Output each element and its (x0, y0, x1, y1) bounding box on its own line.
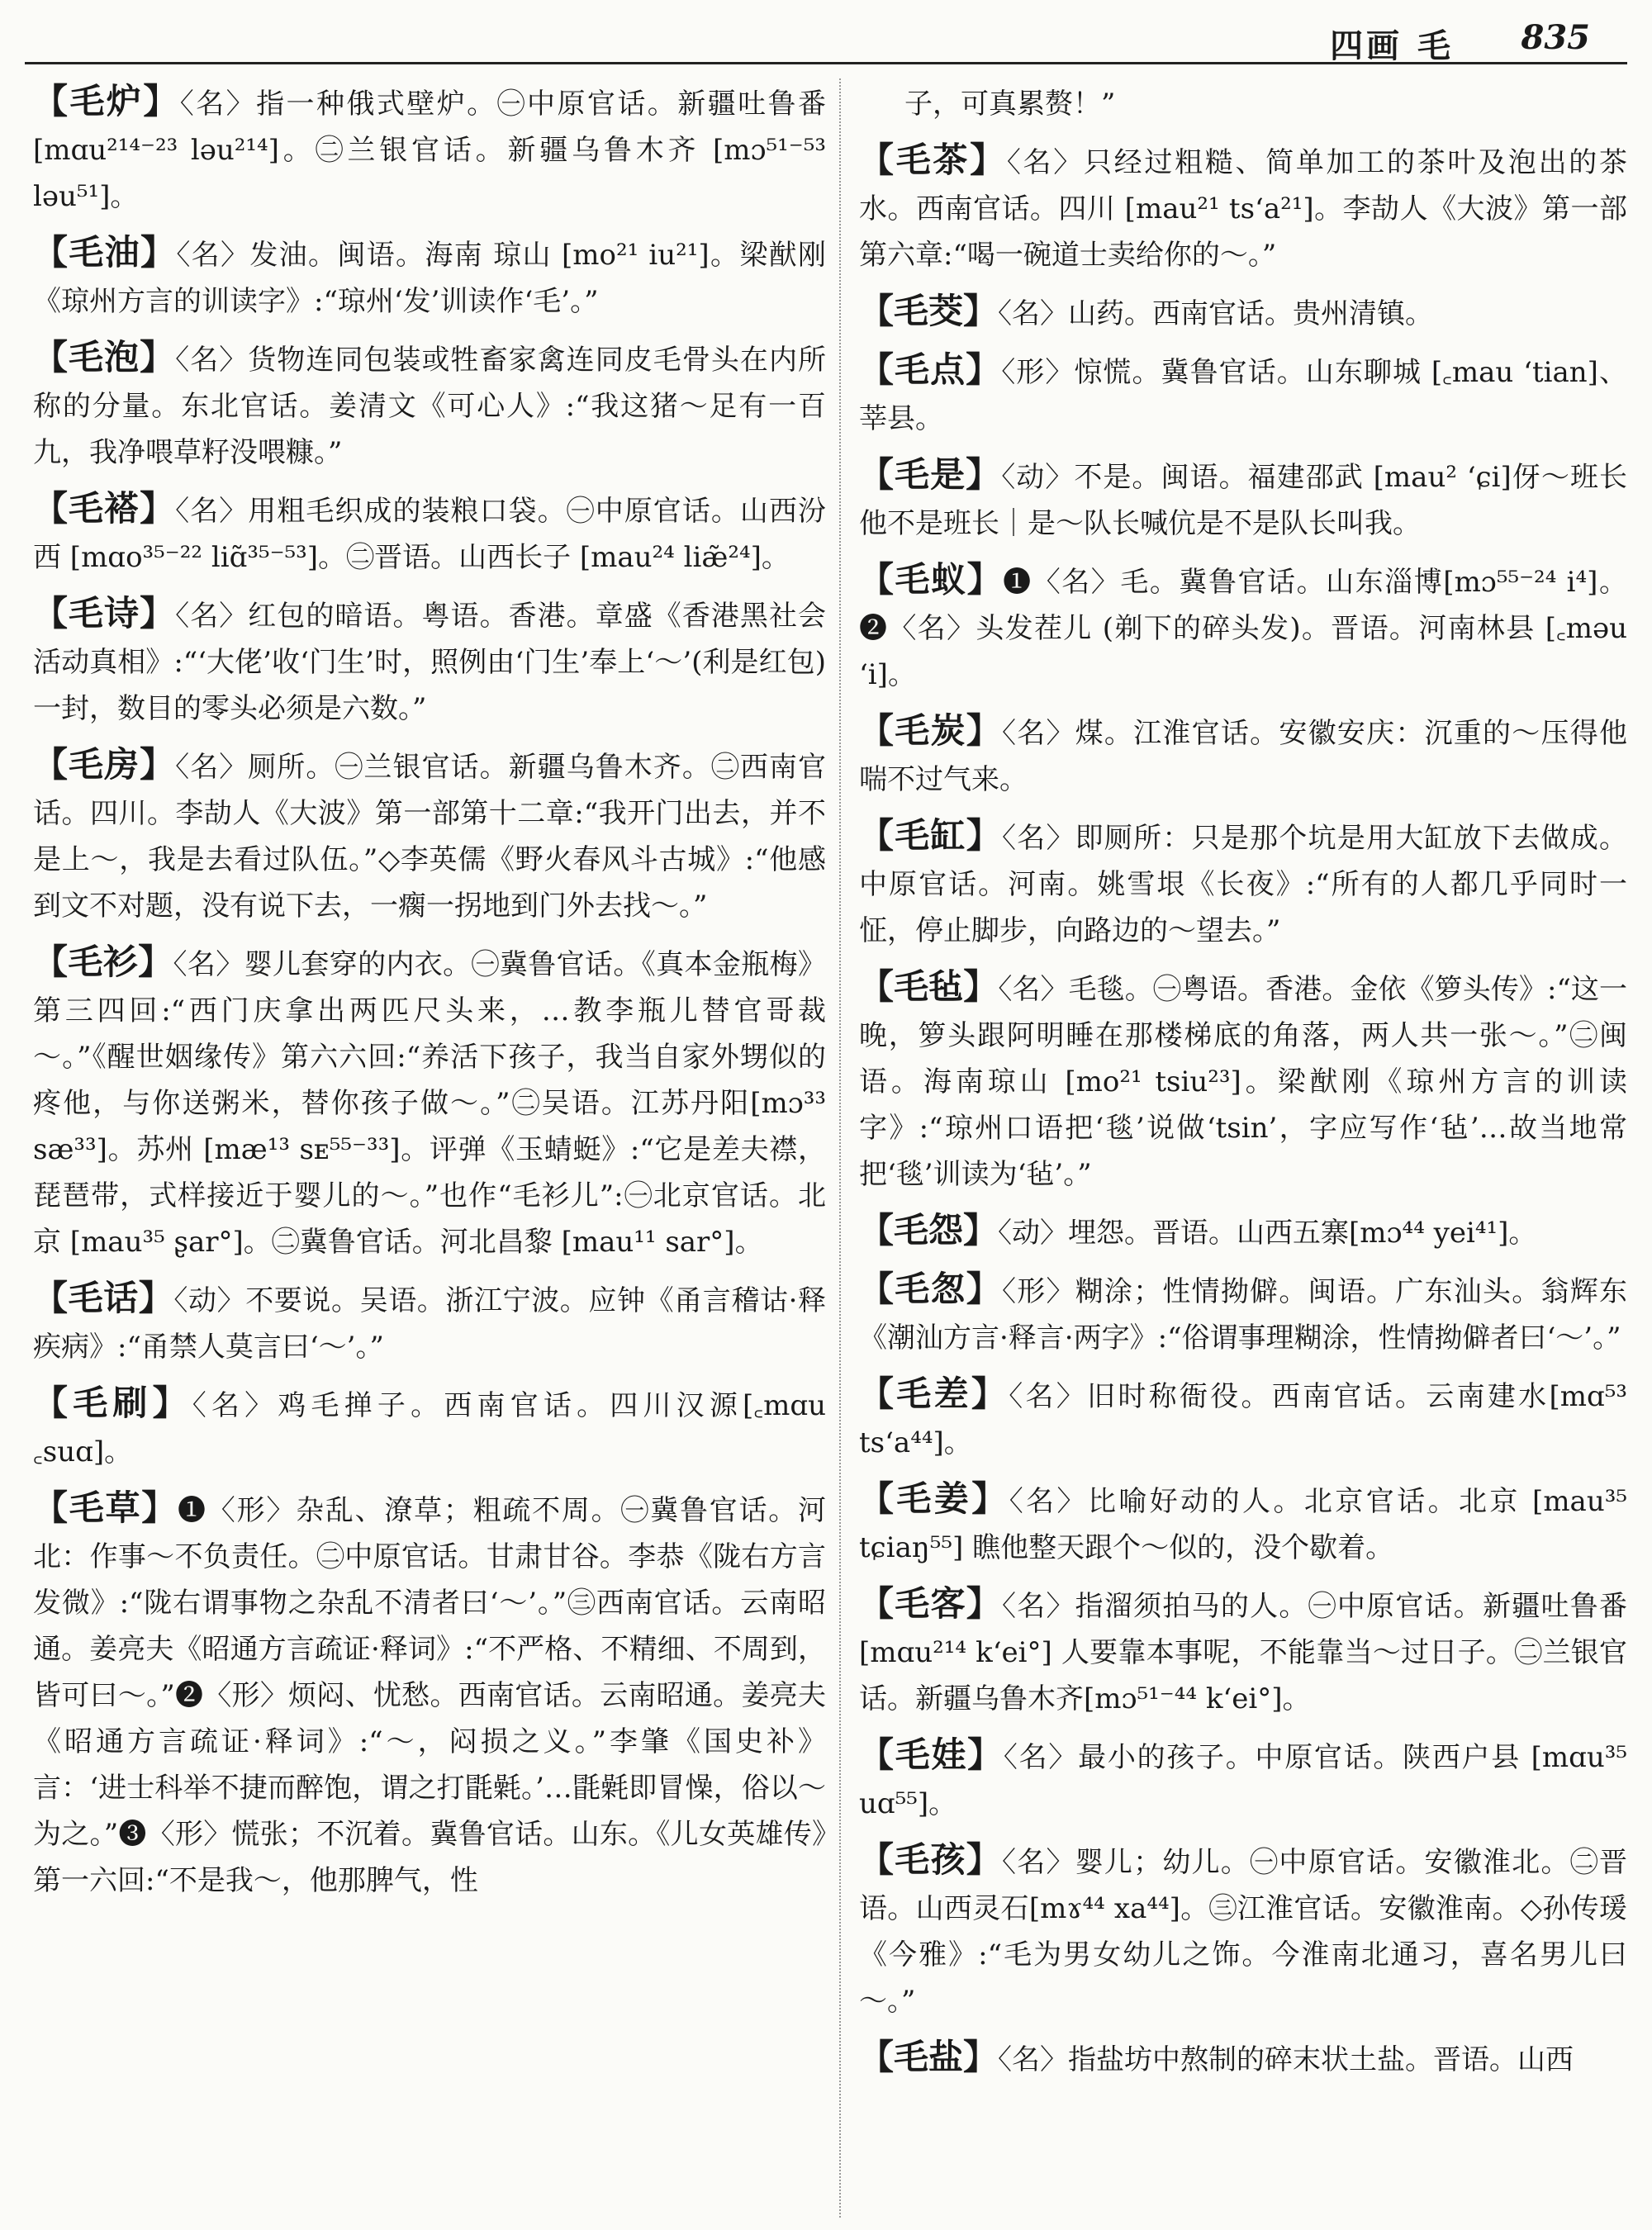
entry-definition: 〈名〉指盐坊中熬制的碎末状土盐。晋语。山西 (998, 2043, 1574, 2076)
section-title: 四画 毛 (1330, 26, 1454, 65)
entry-definition: 〈名〉旧时称衙役。西南官话。云南建水[mɑ⁵³ ts‘a⁴⁴]。 (859, 1380, 1627, 1459)
entry-definition: 〈名〉发油。闽语。海南 琼山 [mo²¹ iu²¹]。梁猷刚《琼州方言的训读字》:“琼州‘发’训读作‘毛’。” (33, 239, 826, 318)
dictionary-entry (33, 742, 826, 929)
entry-definition: 〈动〉埋怨。晋语。山西五寨[mɔ⁴⁴ yei⁴¹]。 (998, 1217, 1537, 1250)
entry-definition: 〈名〉红包的暗语。粤语。香港。章盛《香港黑社会活动真相》:“‘大佬’收‘门生’时，照例由‘门生’奉上‘～’(利是红包)一封，数目的零头必须是六数。” (33, 600, 826, 725)
entry-headword: 【毛点】 (859, 349, 1002, 390)
dictionary-entry (859, 1266, 1627, 1361)
entry-headword: 【毛盐】 (859, 2037, 999, 2077)
entry-headword: 【毛缸】 (859, 815, 1002, 856)
dictionary-entry (859, 288, 1627, 337)
entry-definition: ❶〈名〉毛。冀鲁官话。山东淄博[mɔ⁵⁵⁻²⁴ i⁴]。❷〈名〉头发茬儿 (剃下的碎头发)。晋语。河南林县 [꜀məu ‘i]。 (859, 566, 1627, 691)
entry-headword: 【毛客】 (859, 1583, 1002, 1624)
dictionary-entry (859, 1208, 1627, 1256)
dictionary-entry (859, 557, 1627, 698)
dictionary-entry (859, 1476, 1627, 1571)
entry-headword: 【毛是】 (859, 454, 1002, 495)
entry-definition: 〈名〉最小的孩子。中原官话。陕西户县 [mɑu³⁵ uɑ⁵⁵]。 (859, 1741, 1627, 1820)
entry-headword: 【毛刷】 (33, 1383, 192, 1423)
entry-headword: 【毛怱】 (859, 1269, 1002, 1309)
entry-definition: 子，可真累赘！” (904, 88, 1116, 121)
entry-definition: 〈名〉比喻好动的人。北京官话。北京 [mau³⁵ tɕiaŋ⁵⁵] 瞧他整天跟个～似的，没个歇着。 (859, 1485, 1627, 1564)
entry-definition: 〈名〉货物连同包装或牲畜家禽连同皮毛骨头在内所称的分量。东北官话。姜清文《可心人》:“我这猪～足有一百九，我净喂草籽没喂糠。” (33, 344, 826, 469)
entry-definition: 〈名〉指一种俄式壁炉。㊀中原官话。新疆吐鲁番 [mɑu²¹⁴⁻²³ ləu²¹⁴]。㊁兰银官话。新疆乌鲁木齐 [mɔ⁵¹⁻⁵³ ləu⁵¹]。 (33, 88, 826, 213)
entry-definition: 〈名〉只经过粗糙、简单加工的茶叶及泡出的茶水。西南官话。四川 [mau²¹ ts‘a²¹]。李劼人《大波》第一部第六章:“喝一碗道士卖给你的～。” (859, 146, 1627, 272)
right-column (859, 78, 1627, 2218)
entry-headword: 【毛草】 (33, 1487, 178, 1528)
dictionary-entry (859, 2034, 1627, 2083)
dictionary-entry (859, 708, 1627, 803)
dictionary-entry (33, 486, 826, 581)
dictionary-entry (859, 1837, 1627, 2024)
dictionary-entry (33, 334, 826, 476)
entry-headword: 【毛炭】 (859, 710, 1002, 751)
dictionary-entry (859, 137, 1627, 278)
entry-definition: 〈名〉毛毯。㊀粤语。香港。金依《箩头传》:“这一晚，箩头跟阿明睡在那楼梯底的角落，两人共一张～。”㊁闽语。海南琼山 [mo²¹ tsiu²³]。梁猷刚《琼州方言的训读字》:“琼州口语把‘毯’说做‘tsin’，字应写作‘毡’…故当地常把‘毯’训读为‘毡’。” (859, 973, 1627, 1191)
entry-definition: 〈名〉用粗毛织成的装粮口袋。㊀中原官话。山西汾西 [mɑo³⁵⁻²² liɑ̃³⁵⁻⁵³]。㊁晋语。山西长子 [mau²⁴ liæ̃²⁴]。 (33, 495, 826, 574)
entry-definition: 〈动〉不要说。吴语。浙江宁波。应钟《甬言稽诂·释疾病》:“甬禁人莫言曰‘～’。” (33, 1284, 826, 1364)
entry-definition: 〈名〉厕所。㊀兰银官话。新疆乌鲁木齐。㊁西南官话。四川。李劼人《大波》第一部第十二章:“我开门出去，并不是上～，我是去看过队伍。”◇李英儒《野火春风斗古城》:“他感到文不对题，没有说下去，一瘸一拐地到门外去找～。” (33, 751, 826, 923)
entry-definition: 〈名〉婴儿；幼儿。㊀中原官话。安徽淮北。㊁晋语。山西灵石[mɤ⁴⁴ xa⁴⁴]。㊂江淮官话。安徽淮南。◇孙传瑗《今雅》:“毛为男女幼儿之饰。今淮南北通习，喜名男儿曰～。” (859, 1846, 1627, 2018)
entry-definition: 〈形〉糊涂；性情拗僻。闽语。广东汕头。翁辉东《潮汕方言·释言·两字》:“俗谓事理糊涂，性情拗僻者曰‘～’。” (859, 1275, 1627, 1355)
dictionary-entry (33, 78, 826, 220)
entry-headword: 【毛炉】 (33, 81, 180, 121)
entry-headword: 【毛褡】 (33, 488, 176, 529)
entry-headword: 【毛茭】 (859, 291, 999, 331)
entry-headword: 【毛孩】 (859, 1839, 1002, 1880)
page-number: 835 (1521, 18, 1590, 57)
entry-headword: 【毛油】 (33, 232, 177, 273)
entry-definition: 〈名〉煤。江淮官话。安徽安庆：沉重的～压得他喘不过气来。 (859, 717, 1627, 796)
column-divider (839, 78, 841, 2218)
entry-headword: 【毛房】 (33, 744, 176, 785)
dictionary-entry (859, 813, 1627, 954)
dictionary-entry-continuation (859, 78, 1627, 127)
left-column (33, 78, 826, 2218)
entry-headword: 【毛差】 (859, 1374, 1009, 1414)
entry-headword: 【毛怨】 (859, 1210, 999, 1250)
dictionary-entry (33, 1380, 826, 1475)
entry-definition: 〈动〉不是。闽语。福建邵武 [mau² ‘ɕi]伢～班长他不是班长｜是～队长喊伉是不是队长叫我。 (859, 461, 1627, 540)
dictionary-entry (33, 1275, 826, 1370)
entry-headword: 【毛蚁】 (859, 559, 1004, 600)
dictionary-entry (33, 230, 826, 325)
entry-definition: 〈名〉即厕所：只是那个坑是用大缸放下去做成。中原官话。河南。姚雪垠《长夜》:“所有的人都几乎同时一怔，停止脚步，向路边的～望去。” (859, 822, 1627, 947)
entry-definition: 〈名〉婴儿套穿的内衣。㊀冀鲁官话。《真本金瓶梅》第三四回:“西门庆拿出两匹尺头来，…教李瓶儿替官哥裁～。”《醒世姻缘传》第六六回:“养活下孩子，我当自家外甥似的疼他，与你送粥米，替你孩子做～。”㊁吴语。江苏丹阳[mɔ³³ sæ³³]。苏州 [mæ¹³ sᴇ⁵⁵⁻³³]。评弹《玉蜻蜓》:“它是差夫襟，琵琶带，式样接近于婴儿的～。”也作“毛衫儿”:㊀北京官话。北京 [mau³⁵ ʂar°]。㊁冀鲁官话。河北昌黎 [mau¹¹ sar°]。 (33, 948, 826, 1259)
entry-headword: 【毛毡】 (859, 966, 999, 1007)
entry-definition: 〈名〉山药。西南官话。贵州清镇。 (998, 297, 1434, 330)
entry-definition: 〈形〉惊慌。冀鲁官话。山东聊城 [꜀mau ‘tian]、莘县。 (859, 356, 1627, 435)
dictionary-entry (859, 1371, 1627, 1466)
entry-headword: 【毛泡】 (33, 337, 176, 377)
dictionary-entry (859, 1732, 1627, 1827)
dictionary-entry (859, 347, 1627, 442)
entry-headword: 【毛茶】 (859, 140, 1007, 180)
dictionary-entry (859, 1581, 1627, 1722)
entry-headword: 【毛话】 (33, 1278, 174, 1318)
dictionary-entry (33, 939, 826, 1265)
entry-headword: 【毛诗】 (33, 593, 176, 633)
entry-definition: 〈名〉指溜须拍马的人。㊀中原官话。新疆吐鲁番 [mɑu²¹⁴ k‘ei°] 人要靠本事呢，不能靠当～过日子。㊁兰银官话。新疆乌鲁木齐[mɔ⁵¹⁻⁴⁴ k‘ei°]。 (859, 1590, 1627, 1715)
entry-definition: 〈名〉鸡毛掸子。西南官话。四川汉源[꜀mɑu ꜀suɑ]。 (33, 1389, 826, 1468)
page-header (25, 15, 1627, 64)
dictionary-entry (33, 591, 826, 732)
dictionary-entry (33, 1485, 826, 1904)
dictionary-entry (859, 452, 1627, 547)
entry-headword: 【毛娃】 (859, 1734, 1004, 1775)
entry-definition: ❶〈形〉杂乱、潦草；粗疏不周。㊀冀鲁官话。河北：作事～不负责任。㊁中原官话。甘肃甘谷。李恭《陇右方言发微》:“陇右谓事物之杂乱不清者曰‘～’。”㊂西南官话。云南昭通。姜亮夫《昭通方言疏证·释词》:“不严格、不精细、不周到，皆可曰～。”❷〈形〉烦闷、忧愁。西南官话。云南昭通。姜亮夫《昭通方言疏证·释词》:“～，闷损之义。”李肇《国史补》言：‘进士科举不捷而醉饱，谓之打毷氉。’…毷氉即冒懆，俗以～为之。”❸〈形〉慌张；不沉着。冀鲁官话。山东。《儿女英雄传》第一六回:“不是我～，他那脾气，性 (33, 1494, 826, 1897)
entry-headword: 【毛姜】 (859, 1478, 1009, 1519)
entry-headword: 【毛衫】 (33, 942, 173, 982)
dictionary-entry (859, 964, 1627, 1198)
header-rule (25, 62, 1627, 64)
